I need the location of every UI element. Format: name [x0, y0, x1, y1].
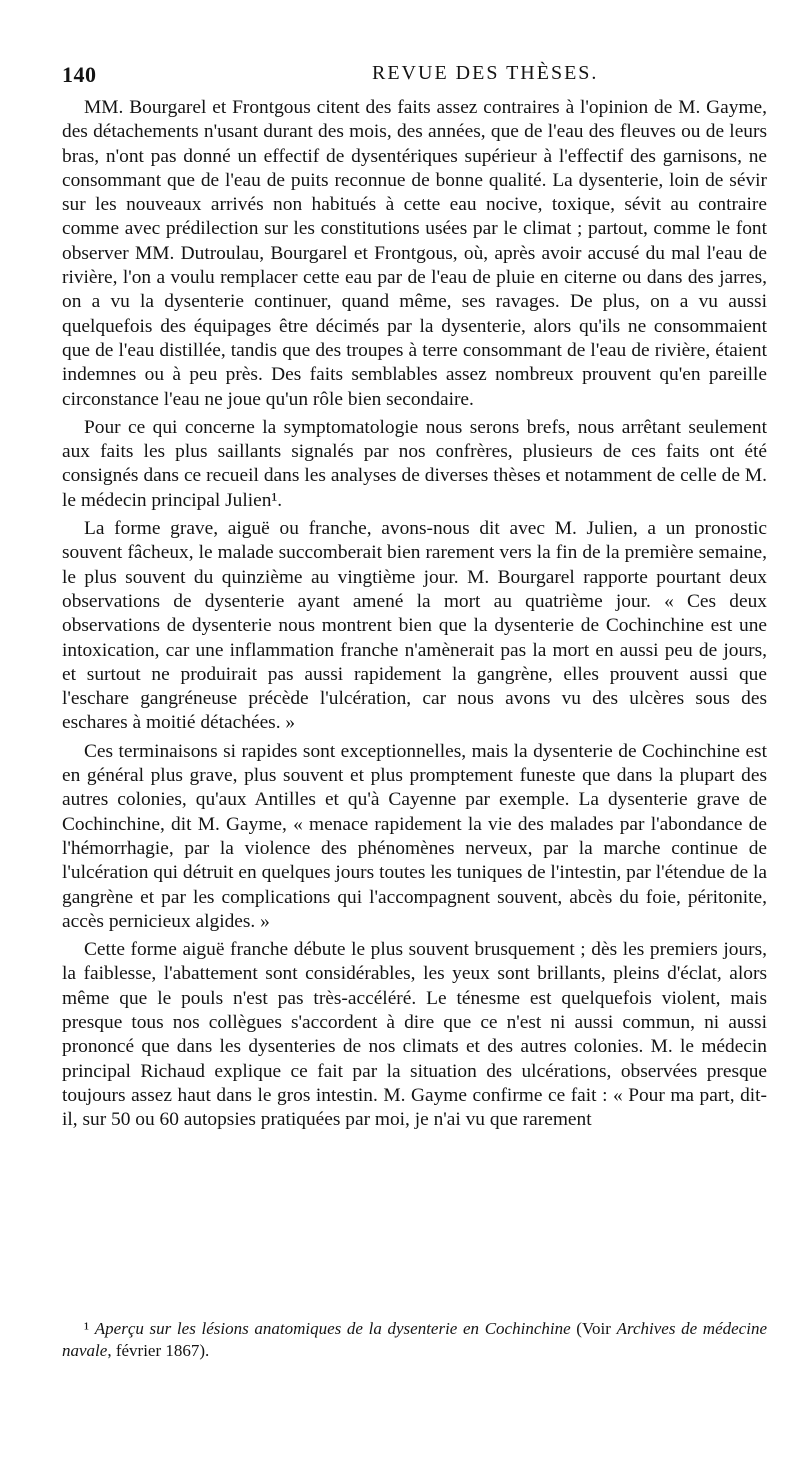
- page-header: [62, 62, 772, 92]
- paragraph: Ces terminaisons si rapides sont exceptionnelles, mais la dysenterie de Cochinchine est en général plus grave, plus souvent et plus promptement funeste que dans la plupart des autres colonies, qu'aux Antilles et qu'à Cayenne par exemple. La dysenterie grave de Cochinchine, dit M. Gayme, « menace rapidement la vie des malades par l'abondance de l'hémorrhagie, par la violence des phénomènes nerveux, par la marche continue de l'ulcération qui détruit en quelques jours toutes les tuniques de l'intestin, par l'étendue de la gangrène et par les complications qui l'accompagnent souvent, abcès du foie, péritonite, accès pernicieux algides. »: [62, 740, 767, 932]
- footnote: [62, 1318, 767, 1362]
- footnote-marker: ¹: [84, 1319, 90, 1338]
- paragraph: MM. Bourgarel et Frontgous citent des faits assez contraires à l'opinion de M. Gayme, des détachements n'usant durant des mois, des années, que de l'eau des fleuves ou de leurs bras, n'ont pas donné un effectif de dysentériques supérieur à l'effectif des garnisons, ne consommant que de l'eau de puits reconnue de bonne qualité. La dysenterie, loin de sévir sur les nouveaux arrivés non habitués à cette eau nocive, toxique, sévit au contraire comme avec prédilection sur les constitutions usées par le climat ; partout, comme le font observer MM. Dutroulau, Bourgarel et Frontgous, où, après avoir accusé du mal l'eau de rivière, l'on a voulu remplacer cette eau par de l'eau de pluie en citerne ou dans des jarres, on a vu la dysenterie continuer, quand même, ses ravages. De plus, on a vu aussi quelquefois des équipages être décimés par la dysenterie, alors qu'ils ne consommaient que de l'eau distillée, tandis que des troupes à terre consommant de l'eau de rivière, étaient indemnes ou à peu près. Des faits semblables assez nombreux prouvent qu'en pareille circonstance l'eau ne joue qu'un rôle bien secondaire.: [62, 97, 767, 410]
- running-head: REVUE DES THÈSES.: [372, 62, 599, 84]
- footnote-journal: Archives de médecine navale: [62, 1319, 767, 1360]
- footnote-source-open: (Voir: [570, 1319, 617, 1338]
- paragraph: Cette forme aiguë franche débute le plus souvent brusquement ; dès les premiers jours, la faiblesse, l'abattement sont considérables, les yeux sont brillants, pleins d'éclat, alors même que le pouls n'est pas très-accéléré. Le ténesme est quelquefois violent, mais presque tous nos collègues s'accordent à dire que ce n'est ni aussi commun, ni aussi prononcé que dans les dysenteries de nos climats et des autres colonies. M. le médecin principal Richaud explique ce fait par la situation des ulcérations, observées presque toujours assez haut dans le gros intestin. M. Gayme confirme ce fait : « Pour ma part, dit-il, sur 50 ou 60 autopsies pratiquées par moi, je n'ai vu que rarement: [62, 939, 767, 1131]
- paragraph: Pour ce qui concerne la symptomatologie nous serons brefs, nous arrêtant seulement aux faits les plus saillants signalés par nos confrères, plusieurs de ces faits ont été consignés dans ce recueil dans les analyses de diverses thèses et notamment de celle de M. le médecin principal Julien¹.: [62, 416, 767, 511]
- page-number: 140: [62, 62, 97, 87]
- footnote-title: Aperçu sur les lésions anatomiques de la dysenterie en Cochinchine: [94, 1319, 571, 1338]
- body-text: [62, 96, 767, 1136]
- footnote-date: , février 1867).: [107, 1341, 210, 1360]
- paragraph: La forme grave, aiguë ou franche, avons-nous dit avec M. Julien, a un pronostic souvent fâcheux, le malade succomberait bien rarement vers la fin de la première semaine, le plus souvent du quinzième au vingtième jour. M. Bourgarel rapporte pourtant deux observations de dysenterie ayant amené la mort au quatrième jour. « Ces deux observations de dysenterie nous montrent bien que la dysenterie de Cochinchine est une intoxication, car une inflammation franche n'amènerait pas la mort en aussi peu de jours, et surtout ne produirait pas aussi rapidement la gangrène, elles prouvent aussi que l'eschare gangréneuse précède l'ulcération, car nous avons vu des ulcères sous des eschares à moitié détachées. »: [62, 518, 767, 734]
